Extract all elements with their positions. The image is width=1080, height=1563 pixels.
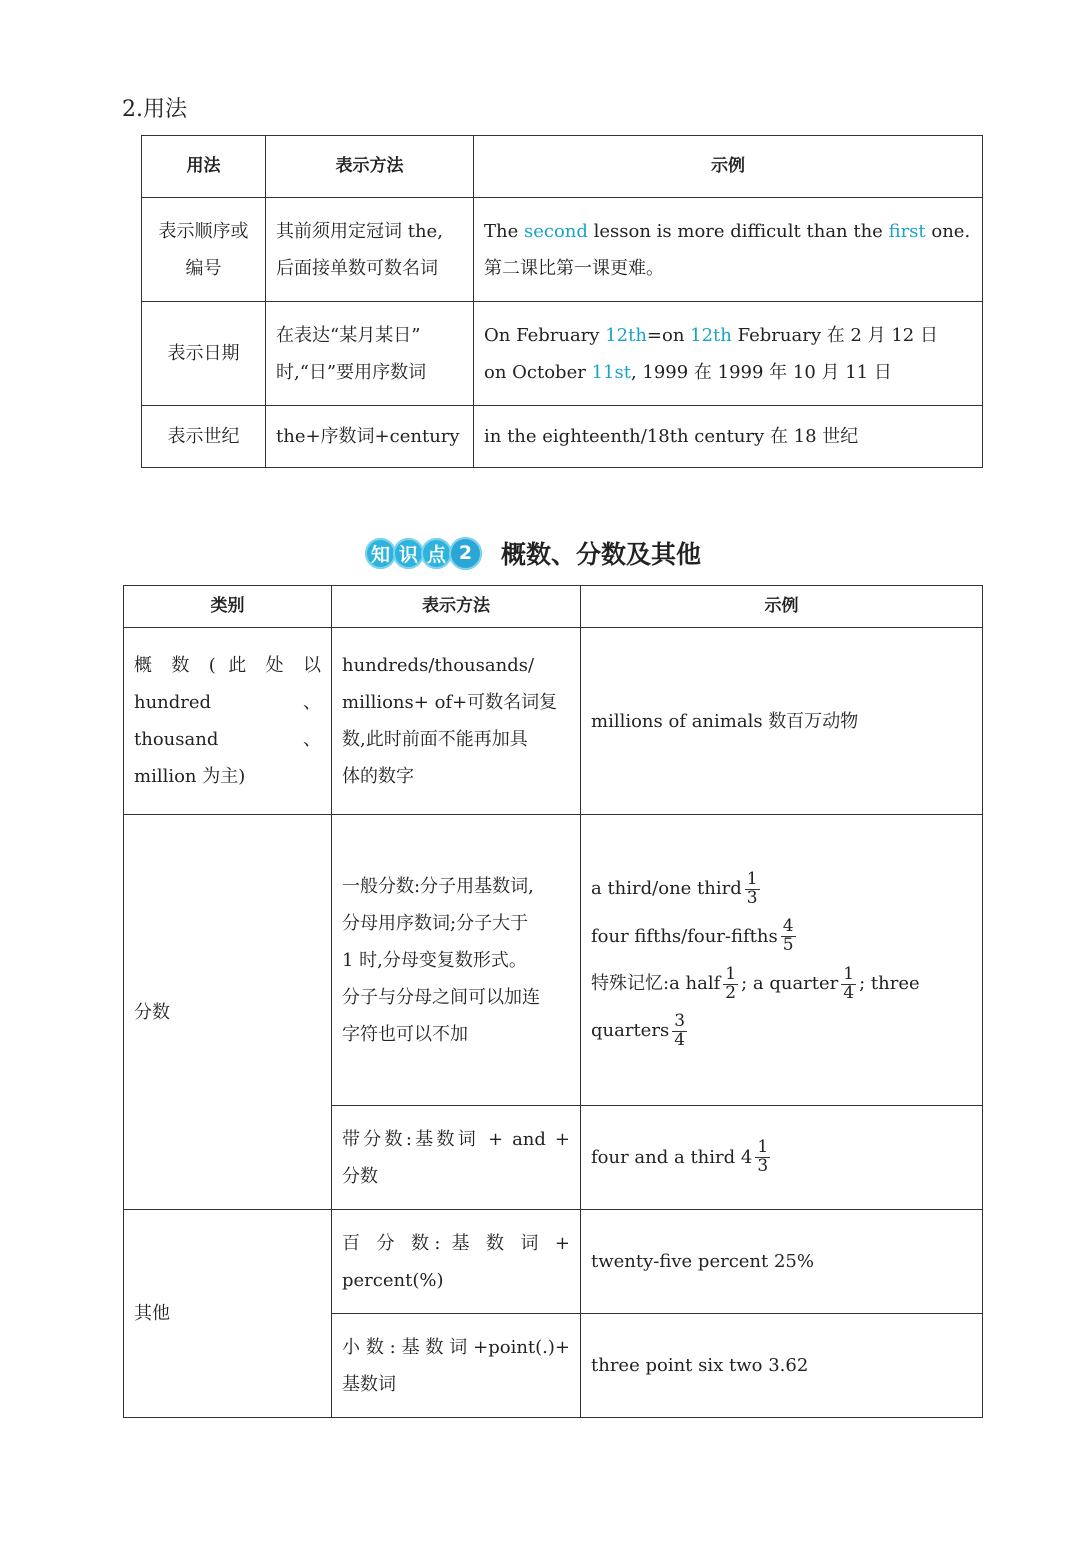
method-cell: hundreds/thousands/ millions+ of+可数名词复 数,此时前面不能再加具 体的数字 bbox=[332, 628, 581, 815]
header-method: 表示方法 bbox=[266, 136, 474, 198]
example-cell: On February 12th=on 12th February 在 2 月 12 日 on October 11st, 1999 在 1999 年 10 月 11 日 bbox=[474, 302, 983, 406]
table-header-row bbox=[142, 136, 983, 198]
method-cell: 一般分数:分子用基数词, 分母用序数词;分子大于 1 时,分母变复数形式。 分子与分母之间可以加连 字符也可以不加 bbox=[332, 815, 581, 1106]
method-cell: 带分数:基数词 + and + 分数 bbox=[332, 1106, 581, 1210]
fraction: $\frac{3}{4}$ bbox=[674, 1011, 686, 1050]
fraction: $\frac{1}{2}$ bbox=[725, 963, 737, 1003]
method-cell: 在表达“某月某日” 时,“日”要用序数词 bbox=[266, 302, 474, 406]
method-cell: 百 分 数: 基 数 词 + percent(%) bbox=[332, 1210, 581, 1314]
method-cell: 其前须用定冠词 the, 后面接单数可数名词 bbox=[266, 198, 474, 302]
header-category: 类别 bbox=[124, 586, 332, 628]
badge-char: 知 bbox=[365, 538, 396, 569]
table-row bbox=[142, 302, 983, 406]
example-cell: a third/one third $\frac{1}{3}$ four fifths/four-fifths $\frac{4}{5}$ 特殊记忆:a half $\frac{1}{2}$ ; a quarter $\frac{1}{4}$ ; three quarters $\frac{3}{4}$ bbox=[581, 815, 983, 1106]
category-cell: 其他 bbox=[124, 1210, 332, 1418]
table-header-row bbox=[124, 586, 983, 628]
example-cell: in the eighteenth/18th century 在 18 世纪 bbox=[474, 406, 983, 468]
example-cell: three point six two 3.62 bbox=[581, 1314, 983, 1418]
badge-char: 点 bbox=[421, 538, 452, 569]
numbers-table bbox=[123, 585, 983, 1418]
example-cell: millions of animals 数百万动物 bbox=[581, 628, 983, 815]
category-cell: 分数 bbox=[124, 815, 332, 1210]
example-cell: The second lesson is more difficult than the first one. 第二课比第一课更难。 bbox=[474, 198, 983, 302]
badge-number: 2 bbox=[449, 537, 482, 570]
table-row bbox=[124, 1210, 983, 1314]
usage-cell: 表示顺序或 编号 bbox=[142, 198, 266, 302]
header-method: 表示方法 bbox=[332, 586, 581, 628]
section-title-text: 概数、分数及其他 bbox=[501, 540, 702, 569]
fraction: $\frac{1}{4}$ bbox=[843, 963, 855, 1003]
header-usage: 用法 bbox=[142, 136, 266, 198]
method-cell: 小数:基数词+point(.)+ 基数词 bbox=[332, 1314, 581, 1418]
example-cell: four and a third 4 $\frac{1}{3}$ bbox=[581, 1106, 983, 1210]
table-row bbox=[142, 406, 983, 468]
fraction: $\frac{1}{3}$ bbox=[746, 868, 758, 908]
fraction: $\frac{4}{5}$ bbox=[782, 916, 794, 956]
section-title bbox=[365, 533, 701, 573]
method-cell: the+序数词+century bbox=[266, 406, 474, 468]
fraction: $\frac{1}{3}$ bbox=[757, 1137, 769, 1177]
example-cell: twenty-five percent 25% bbox=[581, 1210, 983, 1314]
usage-table bbox=[141, 135, 983, 468]
header-example: 示例 bbox=[474, 136, 983, 198]
section-heading: 2.用法 bbox=[122, 97, 187, 122]
header-example: 示例 bbox=[581, 586, 983, 628]
knowledge-point-badge bbox=[365, 537, 479, 570]
category-cell: 概 数 ( 此 处 以 hundred、 thousand、 million 为主) bbox=[124, 628, 332, 815]
table-row bbox=[124, 628, 983, 815]
badge-char: 识 bbox=[393, 538, 424, 569]
usage-cell: 表示日期 bbox=[142, 302, 266, 406]
table-row bbox=[124, 815, 983, 1106]
table-row bbox=[142, 198, 983, 302]
usage-cell: 表示世纪 bbox=[142, 406, 266, 468]
